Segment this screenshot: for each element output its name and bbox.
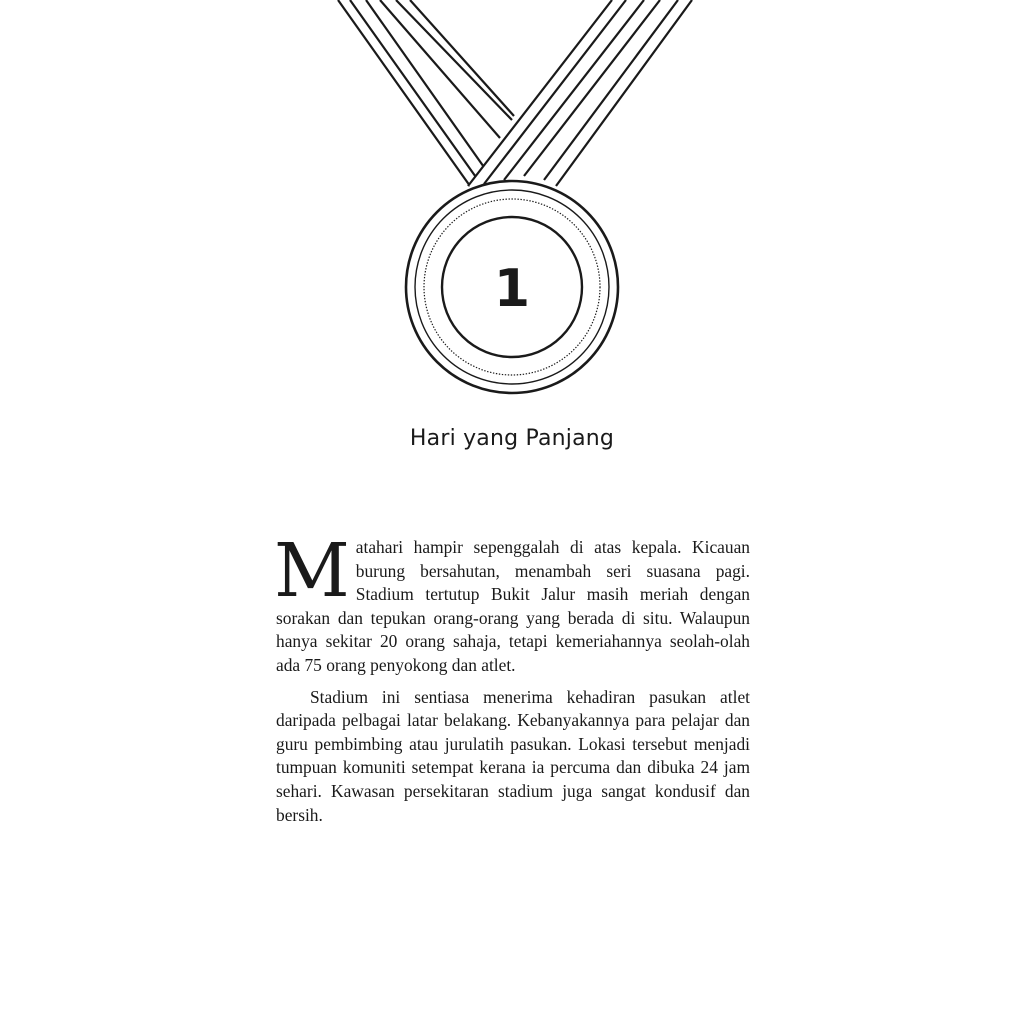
paragraph-2: Stadium ini sentiasa menerima kehadiran pasukan atlet daripada pelbagai latar belakang. Kebanyakannya para pelajar dan guru pembimbing atau jurulatih pasukan. Lokasi tersebut menjadi tumpuan komuniti setempat kerana ia percuma dan dibuka 24 jam sehari. Kawasan persekitaran stadium juga sangat kondusif dan bersih. [276, 686, 750, 825]
paragraph-1-text: atahari hampir sepenggalah di atas kepala. Kicauan burung bersahutan, menambah seri suasana pagi. Stadium tertutup Bukit Jalur masih meriah dengan sorakan dan tepukan orang-orang yang berada di situ. Walaupun hanya sekitar 20 orang sahaja, tetapi kemeriahannya seolah-olah ada 75 orang penyokong dan atlet. [276, 537, 750, 675]
chapter-title: Hari yang Panjang [409, 426, 615, 451]
chapter-body [274, 528, 750, 827]
chapter-number: 1 [493, 259, 531, 319]
paragraph-1 [274, 528, 750, 678]
medal-icon [0, 0, 1024, 420]
drop-cap: M [274, 528, 350, 614]
